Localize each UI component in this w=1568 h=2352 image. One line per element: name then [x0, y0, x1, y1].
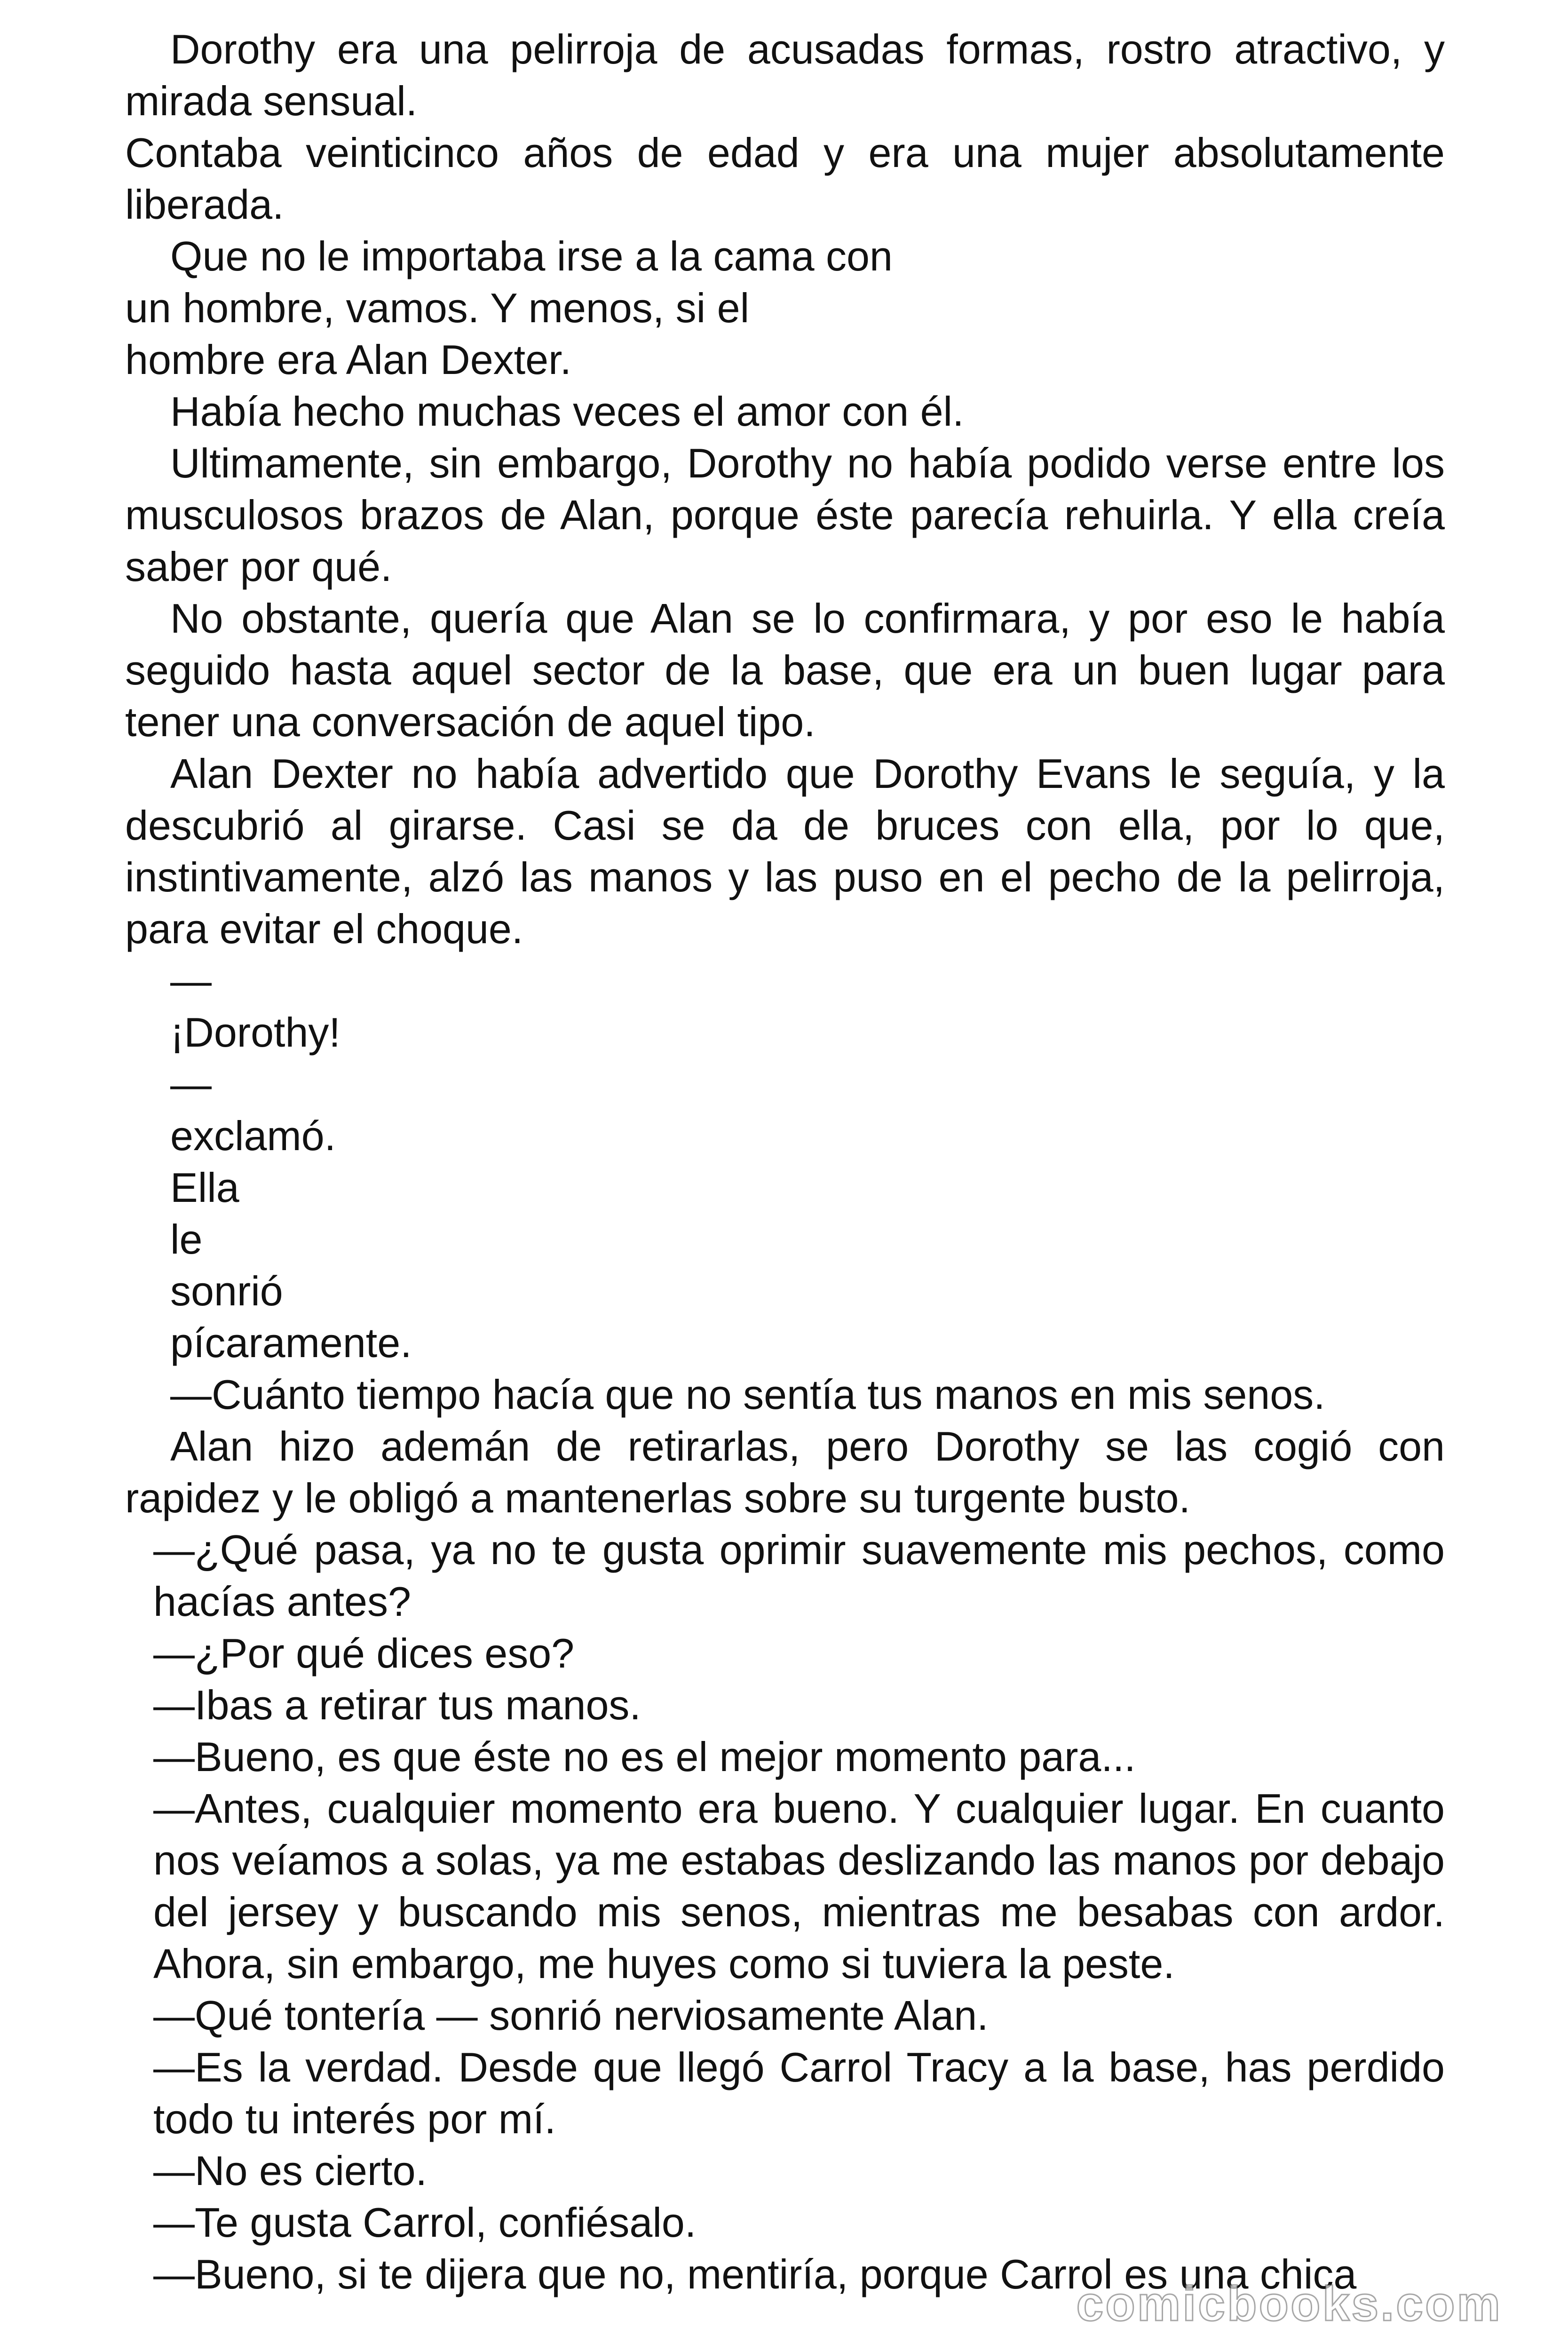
- paragraph: Dorothy era una pelirroja de acusadas formas, rostro atractivo, y mirada sensual.: [125, 26, 1445, 124]
- paragraph: Había hecho muchas veces el amor con él.: [170, 388, 964, 435]
- dialogue-line: —¿Por qué dices eso?: [153, 1630, 575, 1677]
- paragraph: Que no le importaba irse a la cama con un hombre, vamos. Y menos, si el hombre era Alan Dexter.: [125, 233, 893, 383]
- dialogue-line: —Es la verdad. Desde que llegó Carrol Tracy a la base, has perdido todo tu interés por mí.: [153, 2044, 1445, 2142]
- broken-line: —: [170, 1061, 212, 1107]
- broken-line: le: [170, 1216, 203, 1263]
- dialogue-line: —Antes, cualquier momento era bueno. Y cualquier lugar. En cuanto nos veíamos a solas, ya me estabas deslizando las manos por debajo del jersey y buscando mis senos, mientras me besabas con ardor. Ahora, sin embargo, me huyes como si tuviera la peste.: [153, 1785, 1445, 1987]
- watermark: comicbooks.com: [1076, 2277, 1502, 2331]
- dialogue-line: —Ibas a retirar tus manos.: [153, 1682, 641, 1728]
- dialogue-line: —Te gusta Carrol, confiésalo.: [153, 2199, 697, 2246]
- dialogue-line: —Bueno, si te dijera que no, mentiría, porque Carrol es una chica: [153, 2251, 1357, 2297]
- dialogue-line: —Bueno, es que éste no es el mejor momento para...: [153, 1733, 1136, 1780]
- dialogue-line: —Qué tontería — sonrió nerviosamente Alan.: [153, 1992, 989, 2039]
- paragraph: Alan Dexter no había advertido que Dorothy Evans le seguía, y la descubrió al girarse. Casi se da de bruces con ella, por lo que, instintivamente, alzó las manos y las puso en el pecho de la pelirroja, para evitar el choque.: [125, 750, 1445, 952]
- paragraph: No obstante, quería que Alan se lo confirmara, y por eso le había seguido hasta aquel sector de la base, que era un buen lugar para tener una conversación de aquel tipo.: [125, 595, 1445, 745]
- dialogue-line: —¿Qué pasa, ya no te gusta oprimir suavemente mis pechos, como hacías antes?: [153, 1526, 1445, 1625]
- broken-line: pícaramente.: [170, 1319, 412, 1366]
- broken-line: exclamó.: [170, 1112, 336, 1159]
- body-text: [125, 24, 1445, 2300]
- broken-line: Ella: [170, 1164, 239, 1211]
- dialogue-line: —No es cierto.: [153, 2147, 427, 2194]
- paragraph: —Cuánto tiempo hacía que no sentía tus manos en mis senos.: [170, 1371, 1325, 1418]
- broken-line: —: [170, 957, 212, 1004]
- paragraph: Contaba veinticinco años de edad y era una mujer absolutamente liberada.: [125, 129, 1445, 228]
- paragraph: Ultimamente, sin embargo, Dorothy no había podido verse entre los musculosos brazos de Alan, porque éste parecía rehuirla. Y ella creía saber por qué.: [125, 440, 1445, 590]
- broken-line: ¡Dorothy!: [170, 1009, 341, 1056]
- broken-line: sonrió: [170, 1268, 283, 1314]
- paragraph: Alan hizo ademán de retirarlas, pero Dorothy se las cogió con rapidez y le obligó a mantenerlas sobre su turgente busto.: [125, 1423, 1445, 1521]
